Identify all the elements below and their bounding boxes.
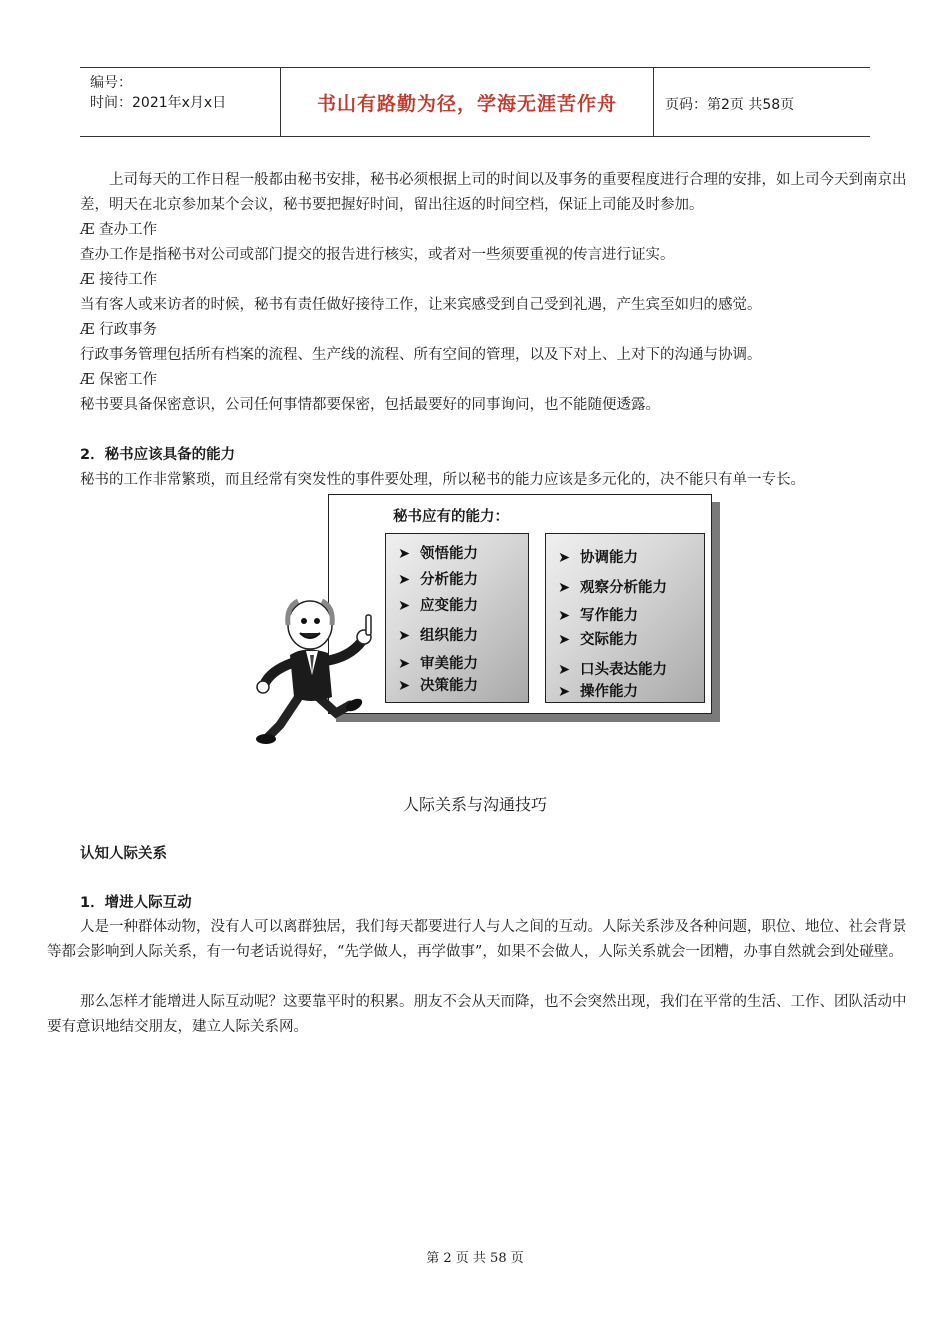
heading-admin: Æ 行政事务 — [80, 322, 158, 338]
heading-secret: Æ 保密工作 — [80, 372, 158, 388]
header-page-info: 页码：第2页 共58页 — [665, 97, 795, 113]
cartoon-businessman-icon — [250, 585, 390, 745]
ability-box-left — [385, 533, 529, 703]
heading-ability: 2．秘书应该具备的能力 — [80, 447, 236, 463]
paragraph-secret: 秘书要具备保密意识，公司任何事情都要保密，包括最要好的同事询问，也不能随便透露。 — [80, 397, 660, 413]
paragraph-schedule: 上司每天的工作日程一般都由秘书安排，秘书必须根据上司的时间以及事务的重要程度进行合理的安排，如上司今天到南京出差，明天在北京参加某个会议，秘书要把握好时间，留出往返的时间空档，保证上司能及时参加。 — [80, 172, 907, 213]
arrow-bullet-icon: ➤ — [398, 546, 411, 562]
arrow-bullet-icon: ➤ — [558, 632, 571, 648]
paragraph-interaction-2: 那么怎样才能增进人际互动呢？这要靠平时的积累。朋友不会从天而降，也不会突然出现，我们在平常的生活、工作、团队活动中要有意识地结交朋友，建立人际关系网。 — [47, 994, 907, 1035]
section-title: 人际关系与沟通技巧 — [402, 795, 547, 814]
page-footer: 第 2 页 共 58 页 — [426, 1251, 524, 1266]
ability-box-right — [545, 533, 705, 703]
paragraph-reception: 当有客人或来访者的时候，秘书有责任做好接待工作，让来宾感受到自己受到礼遇，产生宾至如归的感觉。 — [80, 297, 762, 313]
page-header — [80, 67, 870, 137]
paragraph-admin: 行政事务管理包括所有档案的流程、生产线的流程、所有空间的管理，以及下对上、上对下的沟通与协调。 — [80, 347, 762, 363]
heading-reception: Æ 接待工作 — [80, 272, 158, 288]
ability-item: ➤ 领悟能力 — [398, 546, 478, 562]
header-meta-cell — [80, 68, 281, 136]
ability-item: ➤ 写作能力 — [558, 608, 638, 624]
arrow-bullet-icon: ➤ — [398, 598, 411, 614]
arrow-bullet-icon: ➤ — [558, 684, 571, 700]
ability-item: ➤ 决策能力 — [398, 678, 478, 694]
ability-item: ➤ 审美能力 — [398, 656, 478, 672]
header-motto: 书山有路勤为径，学海无涯苦作舟 — [281, 68, 654, 136]
arrow-bullet-icon: ➤ — [558, 580, 571, 596]
figure-title: 秘书应有的能力： — [393, 509, 509, 525]
ability-item: ➤ 应变能力 — [398, 598, 478, 614]
ability-item: ➤ 观察分析能力 — [558, 580, 667, 596]
paragraph-check: 查办工作是指秘书对公司或部门提交的报告进行核实，或者对一些须要重视的传言进行证实。 — [80, 247, 675, 263]
paragraph-interaction-1: 人是一种群体动物，没有人可以离群独居，我们每天都要进行人与人之间的互动。人际关系涉及各种问题，职位、地位、社会背景等都会影响到人际关系，有一句老话说得好，“先学做人，再学做事”，如果不会做人，人际关系就会一团糟，办事自然就会到处碰壁。 — [47, 919, 907, 960]
document-id-label: 编号： — [90, 75, 132, 91]
arrow-bullet-icon: ➤ — [398, 656, 411, 672]
heading-interaction: 1．增进人际互动 — [80, 895, 192, 911]
document-time-label: 时间：2021年x月x日 — [90, 95, 227, 111]
ability-item: ➤ 分析能力 — [398, 572, 478, 588]
arrow-bullet-icon: ➤ — [398, 572, 411, 588]
ability-item: ➤ 协调能力 — [558, 550, 638, 566]
ability-item: ➤ 口头表达能力 — [558, 662, 667, 678]
ability-item: ➤ 操作能力 — [558, 684, 638, 700]
paragraph-ability: 秘书的工作非常繁琐，而且经常有突发性的事件要处理，所以秘书的能力应该是多元化的，决不能只有单一专长。 — [80, 472, 805, 488]
section-subtitle: 认知人际关系 — [80, 846, 167, 862]
arrow-bullet-icon: ➤ — [398, 628, 411, 644]
arrow-bullet-icon: ➤ — [558, 662, 571, 678]
arrow-bullet-icon: ➤ — [398, 678, 411, 694]
ability-item: ➤ 交际能力 — [558, 632, 638, 648]
heading-check: Æ 查办工作 — [80, 222, 158, 238]
ability-item: ➤ 组织能力 — [398, 628, 478, 644]
arrow-bullet-icon: ➤ — [558, 608, 571, 624]
arrow-bullet-icon: ➤ — [558, 550, 571, 566]
